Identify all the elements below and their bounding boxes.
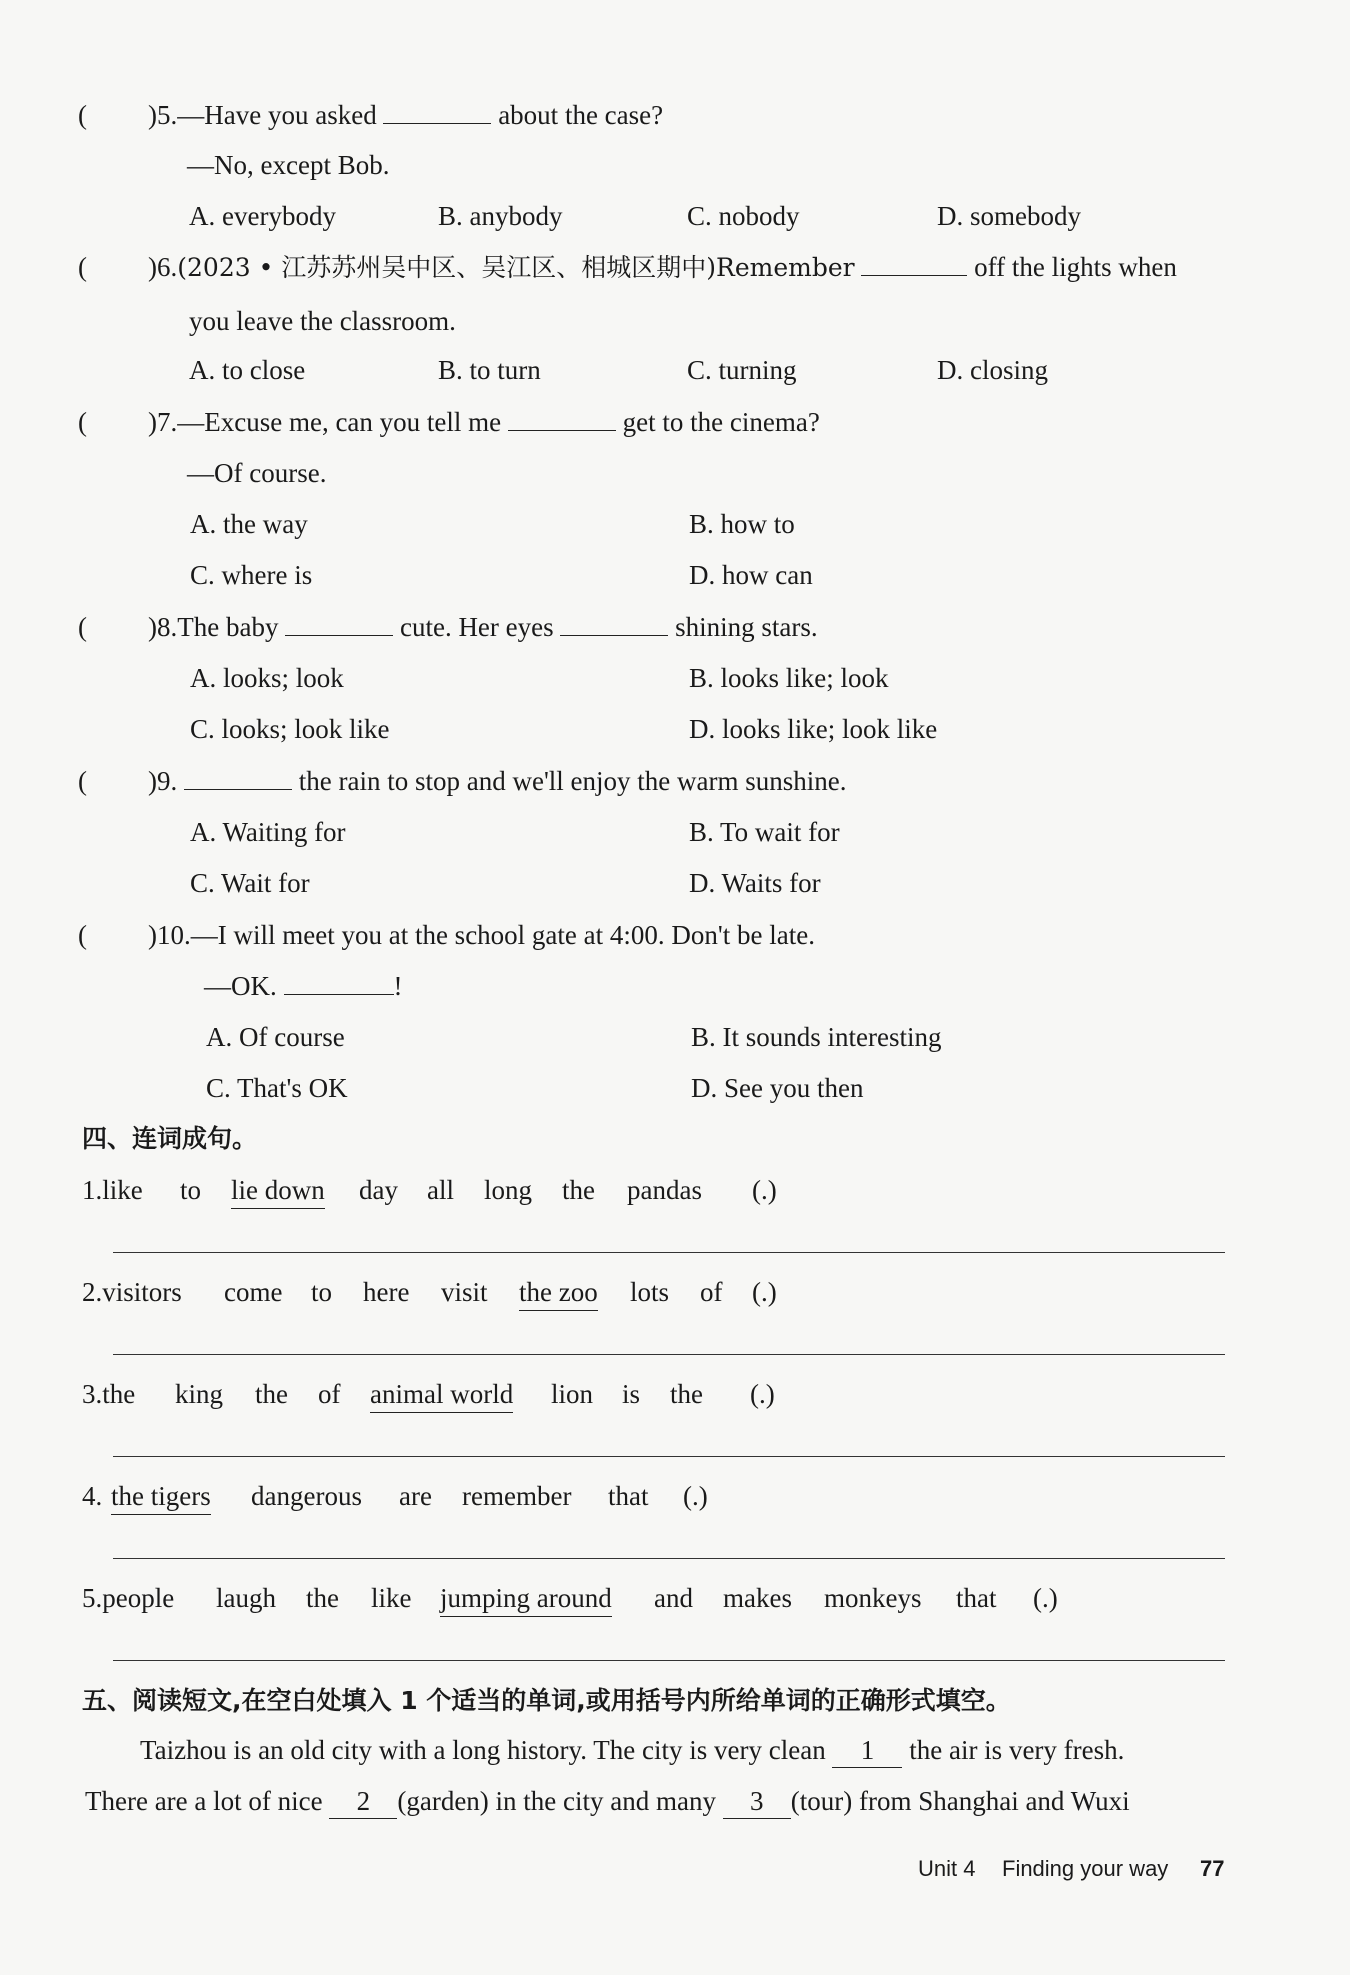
passage-line-2: There are a lot of nice 2 (garden) in the city and many 3 (tour) from Shanghai and Wuxi xyxy=(85,1784,1130,1819)
word: that xyxy=(608,1481,649,1511)
answer-bracket[interactable]: ( xyxy=(78,612,87,642)
word: are xyxy=(399,1481,432,1511)
option-a[interactable]: A. looks; look xyxy=(190,663,344,693)
word-phrase: animal world xyxy=(370,1377,513,1413)
question-9-stem: )9. the rain to stop and we'll enjoy the warm sunshine. xyxy=(148,766,847,796)
word-phrase: lie down xyxy=(231,1173,325,1209)
answer-blank[interactable] xyxy=(861,253,967,276)
numbered-blank-2[interactable]: 2 xyxy=(329,1784,397,1819)
question-8-stem: )8.The baby cute. Her eyes shining stars. xyxy=(148,612,818,642)
answer-blank[interactable] xyxy=(383,101,491,124)
option-d[interactable]: D. somebody xyxy=(937,201,1081,231)
punctuation: (.) xyxy=(1033,1583,1058,1613)
option-d[interactable]: D. See you then xyxy=(691,1073,864,1103)
option-b[interactable]: B. anybody xyxy=(438,201,563,231)
page-number: 77 xyxy=(1200,1856,1225,1881)
option-a[interactable]: A. to close xyxy=(189,355,306,385)
word: of xyxy=(700,1277,723,1307)
answer-bracket[interactable]: ( xyxy=(78,100,87,130)
item-number: 1.like xyxy=(82,1175,143,1205)
word: of xyxy=(318,1379,341,1409)
word: that xyxy=(956,1583,997,1613)
question-5-stem: )5.—Have you asked about the case? xyxy=(148,100,664,130)
answer-blank[interactable] xyxy=(285,613,393,636)
word: to xyxy=(180,1175,202,1205)
option-b[interactable]: B. looks like; look xyxy=(689,663,889,693)
answer-line[interactable] xyxy=(113,1558,1225,1559)
word-phrase: jumping around xyxy=(440,1581,612,1617)
option-c[interactable]: C. looks; look like xyxy=(190,714,390,744)
numbered-blank-1[interactable]: 1 xyxy=(832,1733,902,1768)
section-5-heading: 五、阅读短文,在空白处填入 1 个适当的单词,或用括号内所给单词的正确形式填空。 xyxy=(82,1686,1011,1715)
answer-blank[interactable] xyxy=(184,767,292,790)
question-5-reply: —No, except Bob. xyxy=(187,150,390,180)
answer-line[interactable] xyxy=(113,1354,1225,1355)
question-10-reply: —OK. ! xyxy=(204,971,403,1001)
word: makes xyxy=(723,1583,792,1613)
word: here xyxy=(363,1277,410,1307)
answer-line[interactable] xyxy=(113,1660,1225,1661)
footer-unit: Unit 4 xyxy=(918,1856,976,1881)
word: king xyxy=(175,1379,224,1409)
word: remember xyxy=(462,1481,572,1511)
answer-bracket[interactable]: ( xyxy=(78,766,87,796)
option-c[interactable]: C. That's OK xyxy=(206,1073,348,1103)
option-a[interactable]: A. the way xyxy=(190,509,308,539)
option-c[interactable]: C. nobody xyxy=(687,201,800,231)
option-b[interactable]: B. It sounds interesting xyxy=(691,1022,942,1052)
punctuation: (.) xyxy=(750,1379,775,1409)
option-c[interactable]: C. Wait for xyxy=(190,868,310,898)
answer-line[interactable] xyxy=(113,1456,1225,1457)
word: day xyxy=(359,1175,398,1205)
punctuation: (.) xyxy=(752,1277,777,1307)
question-7-stem: )7.—Excuse me, can you tell me get to the cinema? xyxy=(148,407,820,437)
word: monkeys xyxy=(824,1583,922,1613)
option-d[interactable]: D. closing xyxy=(937,355,1048,385)
section-4-heading: 四、连词成句。 xyxy=(82,1124,258,1153)
option-c[interactable]: C. turning xyxy=(687,355,797,385)
word: like xyxy=(371,1583,412,1613)
question-10-stem: )10.—I will meet you at the school gate at 4:00. Don't be late. xyxy=(148,920,815,950)
word: lion xyxy=(551,1379,594,1409)
word: the xyxy=(255,1379,288,1409)
question-6-stem: )6.(2023 • 江苏苏州吴中区、吴江区、相城区期中)Remember off the lights when xyxy=(148,252,1177,282)
word: dangerous xyxy=(251,1481,362,1511)
option-b[interactable]: B. To wait for xyxy=(689,817,840,847)
option-d[interactable]: D. looks like; look like xyxy=(689,714,938,744)
footer-title: Finding your way xyxy=(1002,1856,1169,1881)
word-phrase: the tigers xyxy=(111,1479,211,1515)
word: visit xyxy=(441,1277,488,1307)
word: long xyxy=(484,1175,533,1205)
word: all xyxy=(427,1175,454,1205)
passage-line-1: Taizhou is an old city with a long history. The city is very clean 1 the air is very fresh. xyxy=(140,1733,1124,1768)
word: lots xyxy=(630,1277,670,1307)
option-b[interactable]: B. how to xyxy=(689,509,795,539)
word: laugh xyxy=(216,1583,276,1613)
word: the xyxy=(306,1583,339,1613)
answer-blank[interactable] xyxy=(508,408,616,431)
word: come xyxy=(224,1277,283,1307)
item-number: 5.people xyxy=(82,1583,175,1613)
answer-bracket[interactable]: ( xyxy=(78,920,87,950)
option-d[interactable]: D. Waits for xyxy=(689,868,821,898)
numbered-blank-3[interactable]: 3 xyxy=(723,1784,791,1819)
option-b[interactable]: B. to turn xyxy=(438,355,541,385)
word: the xyxy=(670,1379,703,1409)
word: is xyxy=(622,1379,641,1409)
option-a[interactable]: A. Waiting for xyxy=(190,817,346,847)
option-c[interactable]: C. where is xyxy=(190,560,313,590)
item-number: 3.the xyxy=(82,1379,136,1409)
item-number: 4. xyxy=(82,1481,103,1511)
word-phrase: the zoo xyxy=(519,1275,598,1311)
answer-bracket[interactable]: ( xyxy=(78,407,87,437)
answer-bracket[interactable]: ( xyxy=(78,252,87,282)
answer-blank[interactable] xyxy=(560,613,668,636)
word: pandas xyxy=(627,1175,702,1205)
item-number: 2.visitors xyxy=(82,1277,182,1307)
option-a[interactable]: A. everybody xyxy=(189,201,336,231)
word: and xyxy=(654,1583,693,1613)
answer-line[interactable] xyxy=(113,1252,1225,1253)
word: the xyxy=(562,1175,595,1205)
option-a[interactable]: A. Of course xyxy=(206,1022,345,1052)
word: to xyxy=(311,1277,333,1307)
answer-blank[interactable] xyxy=(284,972,394,995)
question-7-reply: —Of course. xyxy=(187,458,327,488)
option-d[interactable]: D. how can xyxy=(689,560,813,590)
punctuation: (.) xyxy=(752,1175,777,1205)
question-6-stem-cont: you leave the classroom. xyxy=(189,306,456,336)
punctuation: (.) xyxy=(683,1481,708,1511)
